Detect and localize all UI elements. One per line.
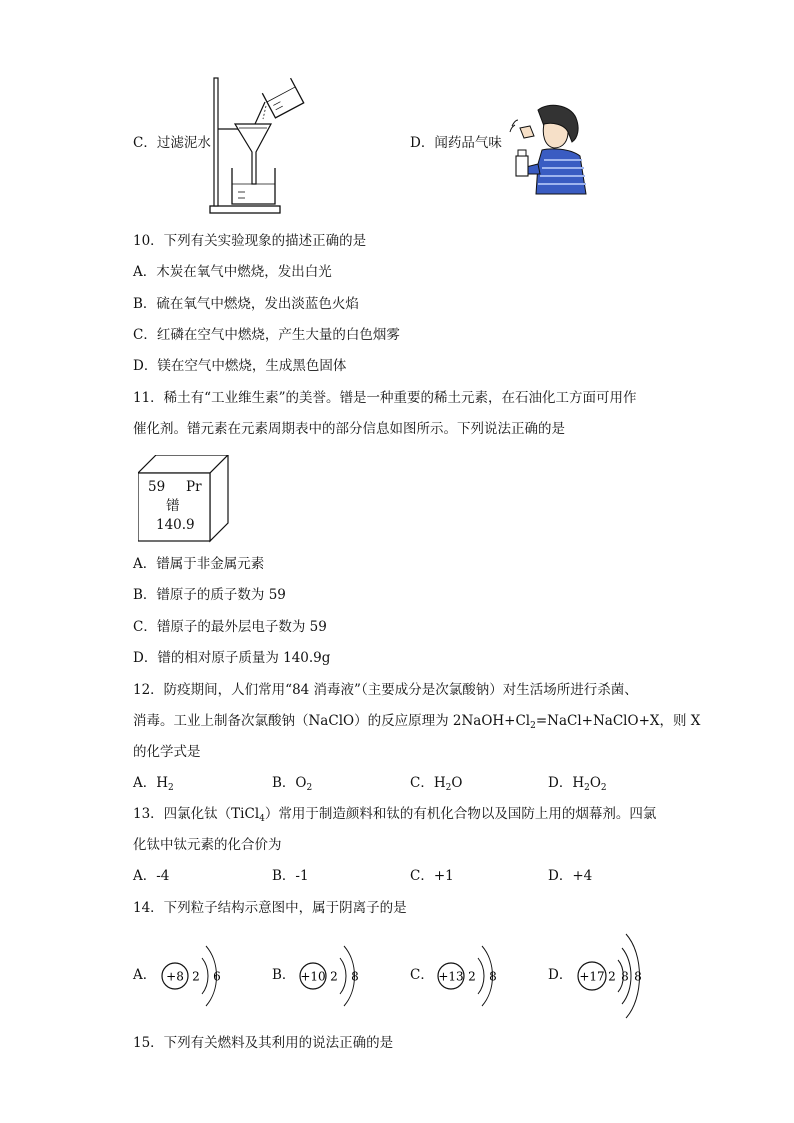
q11-option-a: A．镨属于非金属元素 bbox=[133, 556, 265, 572]
q11-stem-line2: 催化剂。镨元素在元素周期表中的部分信息如图所示。下列说法正确的是 bbox=[133, 421, 565, 437]
option-d-smell-label: D．闻药品气味 bbox=[410, 135, 502, 151]
shell-a-2: 6 bbox=[213, 969, 221, 984]
q13-stem-line1: 13．四氯化钛（TiCl$_4$）常用于制造颜料和钛的有机化合物以及国防上用的烟幕剂。四氯 bbox=[133, 806, 657, 824]
shell-d-2: 8 bbox=[621, 969, 629, 984]
q10-option-b: B．硫在氧气中燃烧，发出淡蓝色火焰 bbox=[133, 296, 359, 312]
q11-option-d: D．镨的相对原子质量为 140.9g bbox=[133, 650, 331, 666]
q12-stem-line2: 消毒。工业上制备次氯酸钠（NaClO）的反应原理为 $2NaOH+Cl_2=NaCl+NaClO+X$，则 X bbox=[133, 713, 701, 731]
q15-stem: 15．下列有关燃料及其利用的说法正确的是 bbox=[133, 1035, 394, 1051]
shell-a-1: 2 bbox=[192, 969, 200, 984]
element-name: 镨 bbox=[166, 498, 180, 514]
atom-diagram-b bbox=[294, 940, 370, 1012]
element-symbol: Pr bbox=[186, 479, 202, 495]
person-smelling-chemical-illustration bbox=[508, 104, 592, 196]
q12-option-c: C．$H_2O$ bbox=[410, 775, 463, 793]
nucleus-d: +17 bbox=[579, 969, 605, 984]
q14-option-a-letter: A． bbox=[133, 967, 157, 983]
atom-diagram-a bbox=[156, 940, 232, 1012]
q13-stem-line2: 化钛中钛元素的化合价为 bbox=[133, 837, 282, 853]
nucleus-c: +13 bbox=[438, 969, 464, 984]
filtration-apparatus-illustration bbox=[205, 74, 305, 218]
q10-option-d: D．镁在空气中燃烧，生成黑色固体 bbox=[133, 358, 347, 374]
q13-option-d: D．+4 bbox=[548, 868, 593, 884]
q12-stem-line1: 12．防疫期间，人们常用“84 消毒液”（主要成分是次氯酸钠）对生活场所进行杀菌、 bbox=[133, 682, 638, 698]
option-c-filter-label: C．过滤泥水 bbox=[133, 135, 211, 151]
shell-b-1: 2 bbox=[330, 969, 338, 984]
q12-stem-line3: 的化学式是 bbox=[133, 744, 201, 760]
atomic-number: 59 bbox=[148, 479, 166, 495]
q11-option-c: C．镨原子的最外层电子数为 59 bbox=[133, 619, 327, 635]
q10-option-c: C．红磷在空气中燃烧，产生大量的白色烟雾 bbox=[133, 327, 400, 343]
shell-c-2: 8 bbox=[489, 969, 497, 984]
q13-option-a: A．-4 bbox=[133, 868, 170, 884]
shell-d-3: 8 bbox=[634, 969, 642, 984]
periodic-table-cell bbox=[138, 455, 230, 543]
nucleus-a: +8 bbox=[166, 969, 184, 984]
q12-option-b: B．$O_2$ bbox=[272, 775, 313, 793]
q11-stem-line1: 11．稀土有“工业维生素”的美誉。镨是一种重要的稀土元素，在石油化工方面可用作 bbox=[133, 390, 637, 406]
shell-c-1: 2 bbox=[468, 969, 476, 984]
q14-option-d-letter: D． bbox=[548, 967, 573, 983]
q12-option-d: D．$H_2O_2$ bbox=[548, 775, 607, 793]
q11-option-b: B．镨原子的质子数为 59 bbox=[133, 587, 286, 603]
q12-option-a: A．$H_2$ bbox=[133, 775, 174, 793]
q13-option-b: B．-1 bbox=[272, 868, 309, 884]
q14-option-c-letter: C． bbox=[410, 967, 434, 983]
nucleus-b: +10 bbox=[300, 969, 326, 984]
q14-stem: 14．下列粒子结构示意图中，属于阴离子的是 bbox=[133, 900, 407, 916]
q13-option-c: C．+1 bbox=[410, 868, 454, 884]
atomic-mass: 140.9 bbox=[156, 517, 195, 533]
shell-d-1: 2 bbox=[608, 969, 616, 984]
q10-stem: 10．下列有关实验现象的描述正确的是 bbox=[133, 233, 367, 249]
shell-b-2: 8 bbox=[351, 969, 359, 984]
atom-diagram-c bbox=[432, 940, 508, 1012]
q10-option-a: A．木炭在氧气中燃烧，发出白光 bbox=[133, 264, 332, 280]
q14-option-b-letter: B． bbox=[272, 967, 296, 983]
atom-diagram-d bbox=[572, 930, 662, 1022]
